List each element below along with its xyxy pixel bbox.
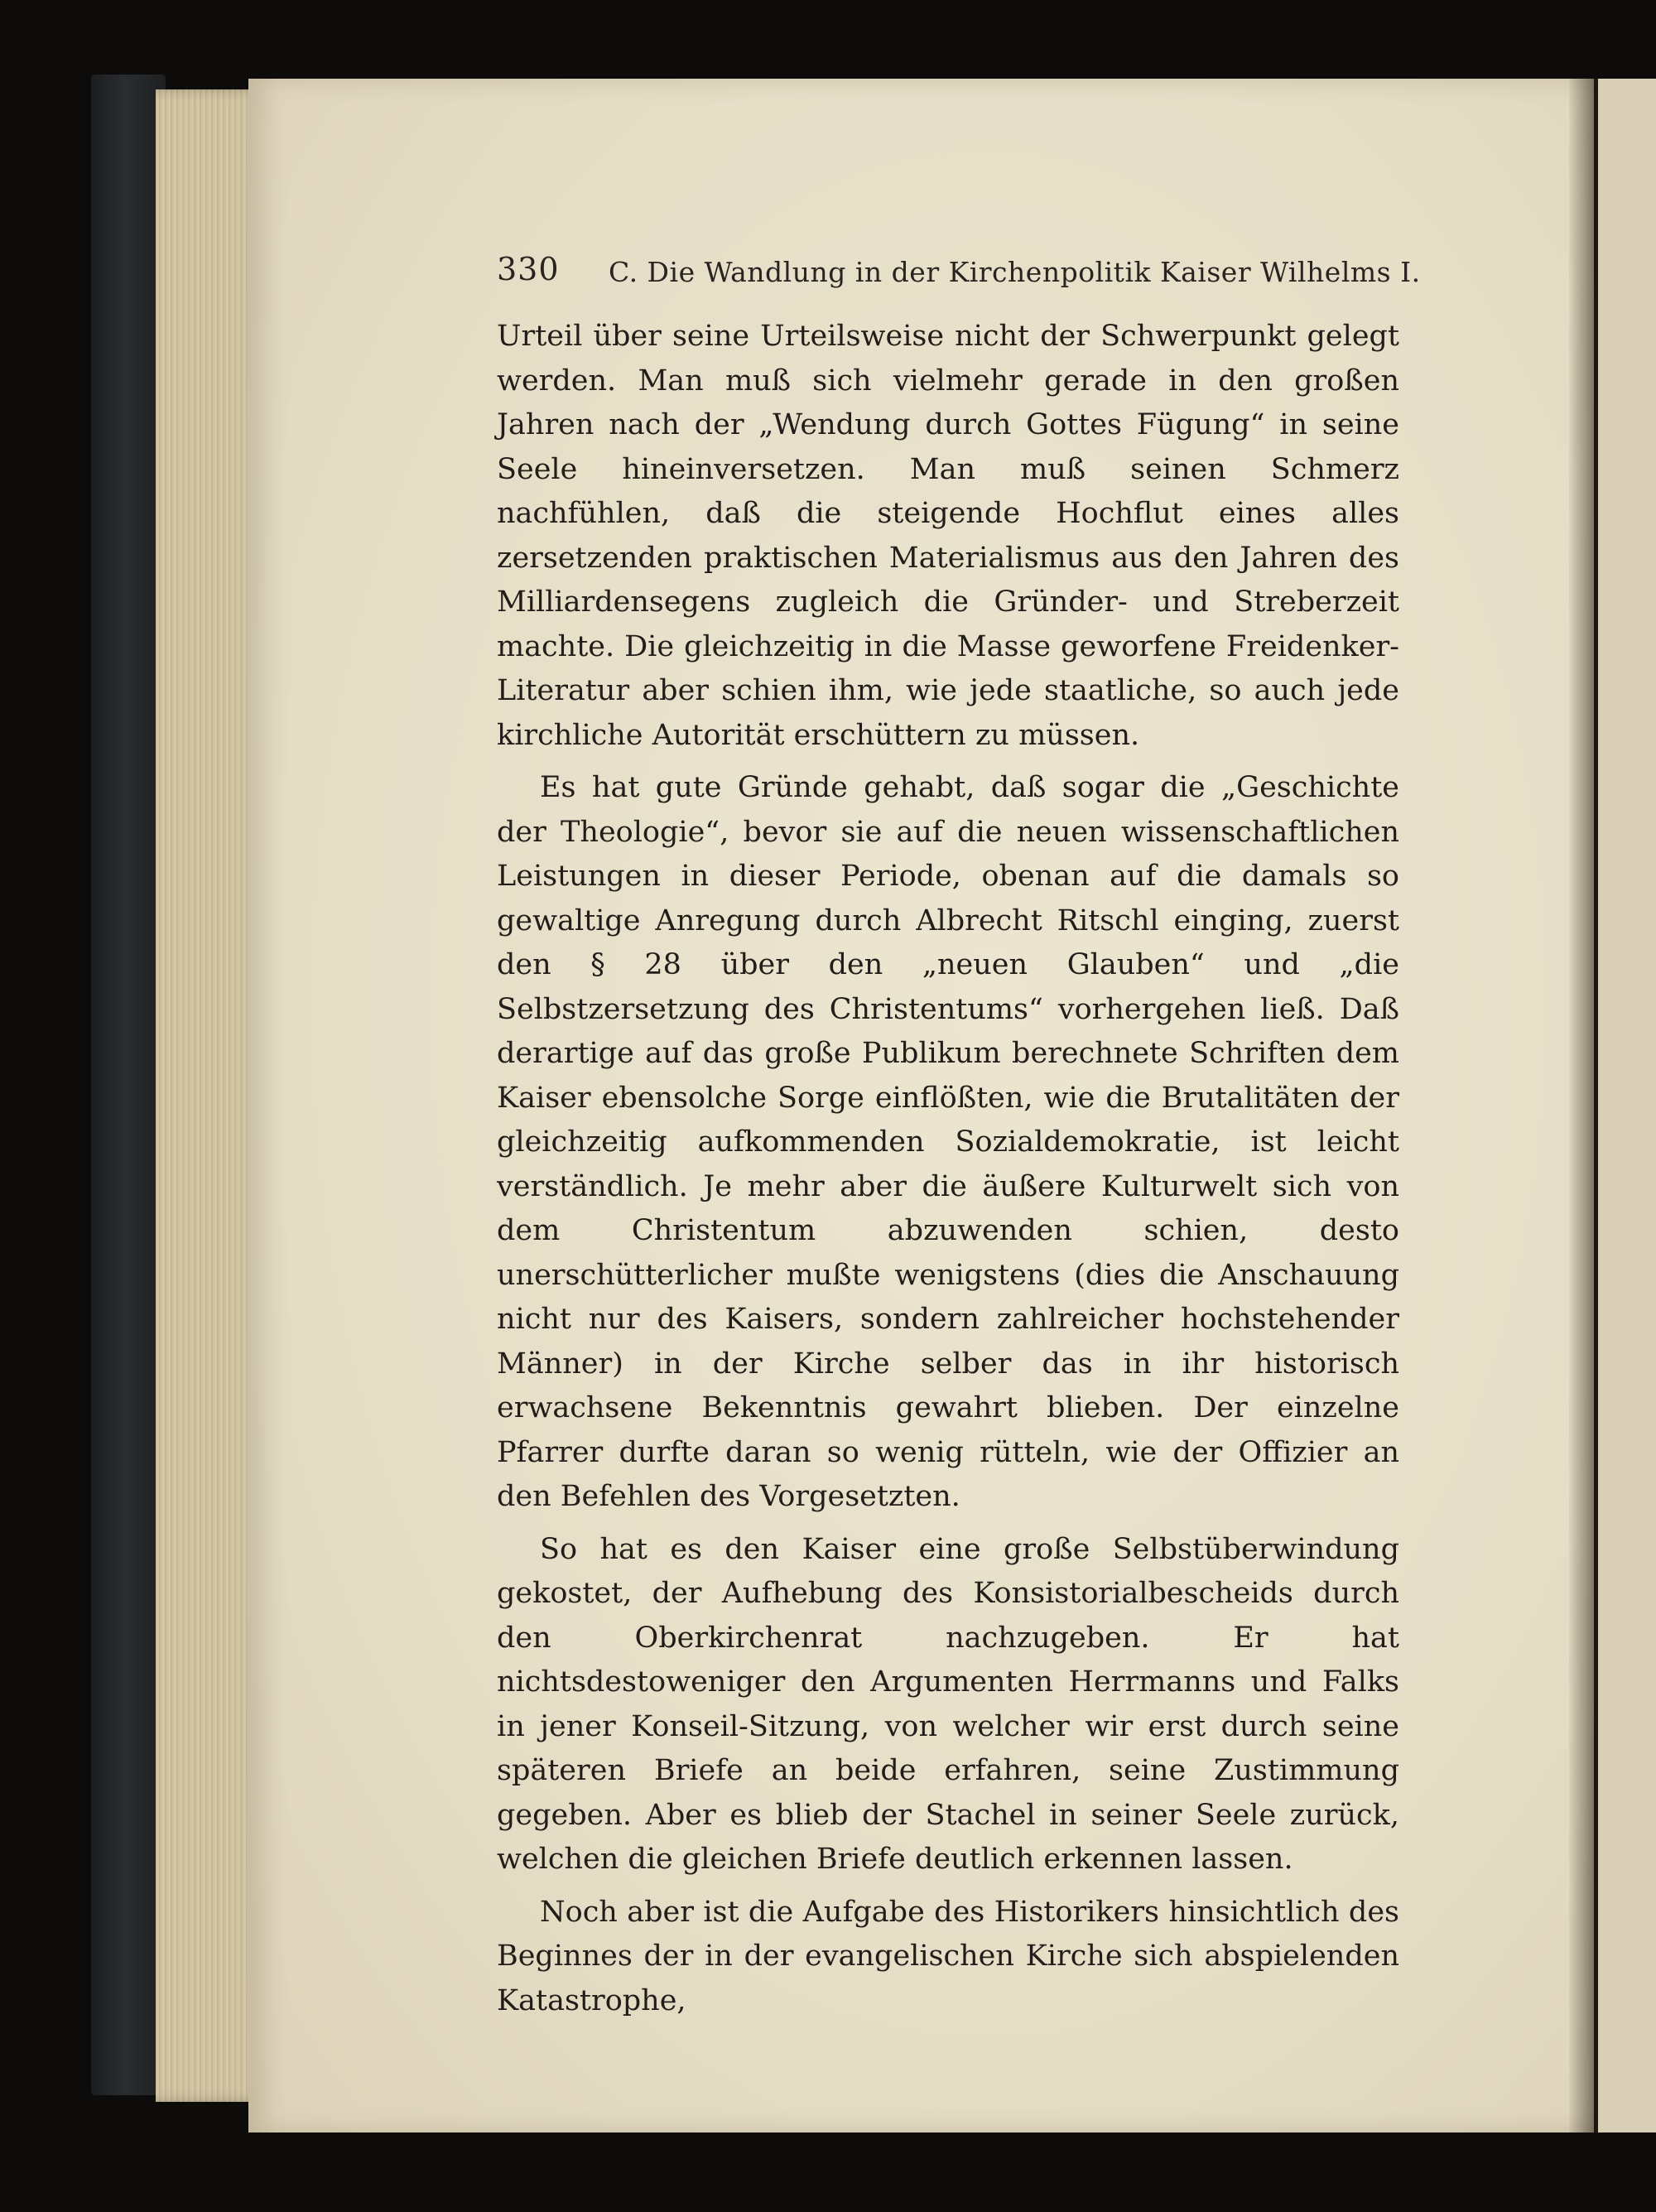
book-cover-board: [91, 75, 166, 2095]
body-text: [497, 315, 1399, 2023]
page-number: 330: [497, 251, 560, 287]
paragraph: Noch aber ist die Aufgabe des Historikers hinsichtlich des Beginnes der in der evangelischen Kirche sich abspielenden Katastrophe,: [497, 1895, 1399, 2017]
paragraph: So hat es den Kaiser eine große Selbstüberwindung gekostet, der Aufhebung des Konsistorialbescheids durch den Oberkirchenrat nachzugeben. Er hat nichtsdestoweniger den Argumenten Herrmanns und Falks in jener Konseil-Sitzung, von welcher wir erst durch seine späteren Briefe an beide erfahren, seine Zustimmung gegeben. Aber es blieb der Stachel in seiner Seele zurück, welchen die gleichen Briefe deutlich erkennen lassen.: [497, 1532, 1399, 1876]
running-title: C. Die Wandlung in der Kirchenpolitik Kaiser Wilhelms I.: [609, 256, 1421, 288]
running-head: [497, 251, 1421, 301]
paragraph: Es hat gute Gründe gehabt, daß sogar die „Geschichte der Theologie“, bevor sie auf die neuen wissenschaftlichen Leistungen in dieser Periode, obenan auf die damals so gewaltige Anregung durch Albrecht Ritschl einging, zuerst den § 28 über den „neuen Glauben“ und „die Selbstzersetzung des Christentums“ vorhergehen ließ. Daß derartige auf das große Publikum berechnete Schriften dem Kaiser ebensolche Sorge einflößten, wie die Brutalitäten der gleichzeitig aufkommenden Sozialdemokratie, ist leicht verständlich. Je mehr aber die äußere Kulturwelt sich von dem Christentum abzuwenden schien, desto unerschütterlicher mußte wenigstens (dies die Anschauung nicht nur des Kaisers, sondern zahlreicher hochstehender Männer) in der Kirche selber das in ihr historisch erwachsene Bekenntnis gewahrt blieben. Der einzelne Pfarrer durfte daran so wenig rütteln, wie der Offizier an den Befehlen des Vorgesetzten.: [497, 771, 1399, 1513]
facing-page-edge: [1598, 79, 1656, 2132]
paragraph: Urteil über seine Urteilsweise nicht der Schwerpunkt gelegt werden. Man muß sich vielmehr gerade in den großen Jahren nach der „Wendung durch Gottes Fügung“ in seine Seele hineinversetzen. Man muß seinen Schmerz nachfühlen, daß die steigende Hochflut eines alles zersetzenden praktischen Materialismus aus den Jahren des Milliardensegens zugleich die Gründer- und Streberzeit machte. Die gleichzeitig in die Masse geworfene Freidenker-Literatur aber schien ihm, wie jede staatliche, so auch jede kirchliche Autorität erschüttern zu müssen.: [497, 320, 1399, 752]
